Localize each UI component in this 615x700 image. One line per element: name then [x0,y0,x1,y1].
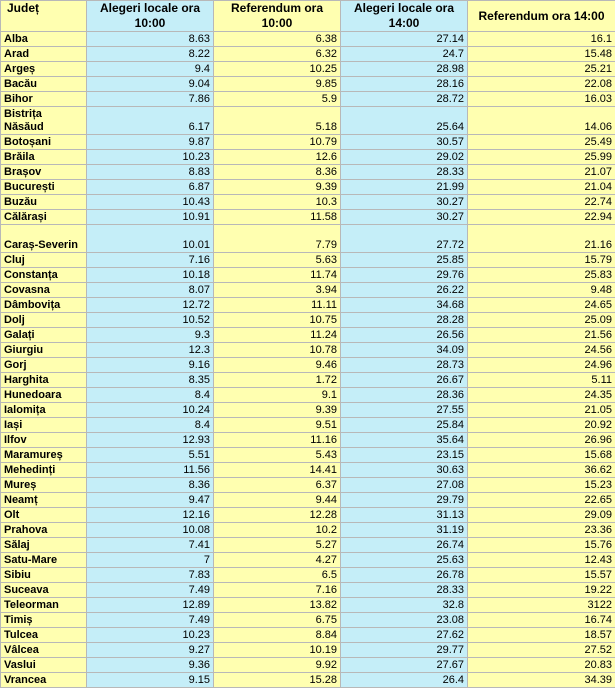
local-10-cell: 10.23 [87,150,214,165]
referendum-10-cell: 10.19 [214,643,341,658]
referendum-10-cell: 9.85 [214,77,341,92]
referendum-10-cell: 11.16 [214,433,341,448]
table-row [1,107,615,135]
referendum-10-cell: 11.11 [214,298,341,313]
referendum-14-cell: 16.1 [468,32,615,47]
referendum-14-cell: 25.49 [468,135,615,150]
referendum-14-cell: 24.35 [468,388,615,403]
local-10-cell: 6.17 [87,107,214,135]
referendum-14-cell: 27.52 [468,643,615,658]
table-row [1,673,615,688]
local-10-cell: 8.4 [87,418,214,433]
county-name-cell: Vâlcea [1,643,87,658]
local-10-cell: 9.27 [87,643,214,658]
local-10-cell: 10.52 [87,313,214,328]
referendum-14-cell: 25.83 [468,268,615,283]
table-row [1,343,615,358]
county-name-cell: Bihor [1,92,87,107]
local-10-cell: 12.3 [87,343,214,358]
local-14-cell: 26.4 [341,673,468,688]
referendum-10-cell: 12.28 [214,508,341,523]
table-row [1,493,615,508]
local-14-cell: 26.67 [341,373,468,388]
local-10-cell: 7.49 [87,583,214,598]
county-name-cell: Giurgiu [1,343,87,358]
referendum-14-cell: 22.08 [468,77,615,92]
referendum-10-cell: 12.6 [214,150,341,165]
table-row [1,448,615,463]
local-10-cell: 9.36 [87,658,214,673]
county-name-cell: Brăila [1,150,87,165]
local-10-cell: 7.49 [87,613,214,628]
referendum-10-cell: 11.58 [214,210,341,225]
local-14-cell: 29.76 [341,268,468,283]
county-name-cell: Neamț [1,493,87,508]
county-name-cell: Iași [1,418,87,433]
referendum-10-cell: 15.28 [214,673,341,688]
table-row [1,403,615,418]
local-14-cell: 31.19 [341,523,468,538]
local-10-cell: 8.63 [87,32,214,47]
county-name-cell: Sălaj [1,538,87,553]
table-row [1,658,615,673]
table-row [1,92,615,107]
table-row [1,418,615,433]
local-14-cell: 34.68 [341,298,468,313]
county-name-cell: Covasna [1,283,87,298]
county-name-cell: Sibiu [1,568,87,583]
table-row [1,568,615,583]
referendum-10-cell: 7.79 [214,225,341,253]
table-row [1,268,615,283]
referendum-10-cell: 8.36 [214,165,341,180]
local-10-cell: 8.36 [87,478,214,493]
header-local-10: Alegeri locale ora 10:00 [87,1,214,32]
referendum-10-cell: 5.9 [214,92,341,107]
county-name-cell: Constanța [1,268,87,283]
referendum-10-cell: 10.3 [214,195,341,210]
referendum-10-cell: 5.43 [214,448,341,463]
local-14-cell: 30.63 [341,463,468,478]
county-name-cell: Mureș [1,478,87,493]
local-14-cell: 29.02 [341,150,468,165]
local-14-cell: 21.99 [341,180,468,195]
referendum-14-cell: 15.76 [468,538,615,553]
referendum-10-cell: 14.41 [214,463,341,478]
county-name-cell: Ilfov [1,433,87,448]
local-14-cell: 27.14 [341,32,468,47]
local-14-cell: 34.09 [341,343,468,358]
referendum-14-cell: 5.11 [468,373,615,388]
local-10-cell: 12.89 [87,598,214,613]
referendum-14-cell: 16.03 [468,92,615,107]
table-row [1,210,615,225]
referendum-14-cell: 22.94 [468,210,615,225]
table-row [1,433,615,448]
referendum-10-cell: 8.84 [214,628,341,643]
referendum-14-cell: 15.23 [468,478,615,493]
header-row [1,1,615,32]
local-10-cell: 10.43 [87,195,214,210]
county-name-cell: Brașov [1,165,87,180]
table-row [1,388,615,403]
table-row [1,553,615,568]
table-row [1,180,615,195]
county-name-cell: Teleorman [1,598,87,613]
local-10-cell: 9.16 [87,358,214,373]
local-14-cell: 27.62 [341,628,468,643]
table-row [1,628,615,643]
header-county: Județ [1,1,87,32]
referendum-10-cell: 9.39 [214,403,341,418]
referendum-14-cell: 20.83 [468,658,615,673]
referendum-10-cell: 6.32 [214,47,341,62]
local-14-cell: 29.77 [341,643,468,658]
county-name-cell: București [1,180,87,195]
referendum-10-cell: 5.63 [214,253,341,268]
referendum-10-cell: 5.18 [214,107,341,135]
local-10-cell: 7.16 [87,253,214,268]
local-14-cell: 23.08 [341,613,468,628]
referendum-14-cell: 18.57 [468,628,615,643]
county-name-cell: Bacău [1,77,87,92]
table-row [1,283,615,298]
referendum-10-cell: 7.16 [214,583,341,598]
referendum-10-cell: 6.37 [214,478,341,493]
local-14-cell: 27.67 [341,658,468,673]
table-row [1,150,615,165]
local-14-cell: 27.08 [341,478,468,493]
local-10-cell: 12.72 [87,298,214,313]
county-name-cell: Caraș-Severin [1,225,87,253]
referendum-10-cell: 10.79 [214,135,341,150]
local-14-cell: 26.78 [341,568,468,583]
local-14-cell: 26.56 [341,328,468,343]
local-10-cell: 9.04 [87,77,214,92]
table-row [1,478,615,493]
county-name-cell: Olt [1,508,87,523]
referendum-10-cell: 6.38 [214,32,341,47]
local-10-cell: 9.47 [87,493,214,508]
local-14-cell: 25.64 [341,107,468,135]
referendum-10-cell: 13.82 [214,598,341,613]
referendum-10-cell: 4.27 [214,553,341,568]
local-14-cell: 30.27 [341,195,468,210]
county-name-cell: Satu-Mare [1,553,87,568]
referendum-10-cell: 10.75 [214,313,341,328]
referendum-10-cell: 6.75 [214,613,341,628]
local-14-cell: 28.16 [341,77,468,92]
referendum-10-cell: 10.2 [214,523,341,538]
local-10-cell: 8.83 [87,165,214,180]
referendum-14-cell: 25.21 [468,62,615,77]
local-14-cell: 26.74 [341,538,468,553]
header-referendum-10: Referendum ora 10:00 [214,1,341,32]
table-row [1,253,615,268]
table-row [1,32,615,47]
referendum-10-cell: 6.5 [214,568,341,583]
county-name-cell: Hunedoara [1,388,87,403]
local-14-cell: 28.33 [341,583,468,598]
county-name-cell: Mehedinți [1,463,87,478]
local-10-cell: 10.24 [87,403,214,418]
referendum-10-cell: 9.46 [214,358,341,373]
referendum-14-cell: 3122 [468,598,615,613]
referendum-10-cell: 10.78 [214,343,341,358]
local-14-cell: 28.28 [341,313,468,328]
table-row [1,225,615,253]
local-14-cell: 27.72 [341,225,468,253]
county-name-cell: Gorj [1,358,87,373]
referendum-14-cell: 14.06 [468,107,615,135]
table-row [1,643,615,658]
county-name-cell: Tulcea [1,628,87,643]
county-name-cell: Dâmbovița [1,298,87,313]
referendum-14-cell: 22.74 [468,195,615,210]
referendum-10-cell: 10.25 [214,62,341,77]
referendum-10-cell: 9.92 [214,658,341,673]
referendum-10-cell: 9.1 [214,388,341,403]
local-14-cell: 25.85 [341,253,468,268]
referendum-14-cell: 25.99 [468,150,615,165]
local-14-cell: 25.63 [341,553,468,568]
header-referendum-14: Referendum ora 14:00 [468,1,615,32]
county-name-cell: Alba [1,32,87,47]
referendum-10-cell: 9.44 [214,493,341,508]
referendum-14-cell: 24.96 [468,358,615,373]
referendum-14-cell: 15.68 [468,448,615,463]
referendum-14-cell: 19.22 [468,583,615,598]
table-row [1,77,615,92]
local-10-cell: 10.01 [87,225,214,253]
county-name-cell: Cluj [1,253,87,268]
local-10-cell: 10.08 [87,523,214,538]
local-14-cell: 31.13 [341,508,468,523]
referendum-10-cell: 11.74 [214,268,341,283]
county-name-cell: Prahova [1,523,87,538]
table-row [1,313,615,328]
referendum-14-cell: 15.57 [468,568,615,583]
referendum-10-cell: 11.24 [214,328,341,343]
local-14-cell: 30.57 [341,135,468,150]
local-14-cell: 28.73 [341,358,468,373]
local-10-cell: 6.87 [87,180,214,195]
county-name-cell: Suceava [1,583,87,598]
referendum-14-cell: 24.56 [468,343,615,358]
local-10-cell: 7.83 [87,568,214,583]
table-row [1,62,615,77]
table-row [1,135,615,150]
local-10-cell: 10.91 [87,210,214,225]
referendum-14-cell: 15.79 [468,253,615,268]
county-name-cell: Argeș [1,62,87,77]
referendum-14-cell: 15.48 [468,47,615,62]
local-14-cell: 26.22 [341,283,468,298]
table-row [1,508,615,523]
referendum-14-cell: 21.56 [468,328,615,343]
county-name-cell: Buzău [1,195,87,210]
table-row [1,195,615,210]
local-10-cell: 7.41 [87,538,214,553]
local-10-cell: 12.16 [87,508,214,523]
referendum-14-cell: 16.74 [468,613,615,628]
referendum-14-cell: 22.65 [468,493,615,508]
referendum-14-cell: 25.09 [468,313,615,328]
table-row [1,463,615,478]
referendum-14-cell: 26.96 [468,433,615,448]
local-10-cell: 10.23 [87,628,214,643]
local-14-cell: 28.36 [341,388,468,403]
local-14-cell: 29.79 [341,493,468,508]
local-10-cell: 7 [87,553,214,568]
table-row [1,598,615,613]
referendum-14-cell: 24.65 [468,298,615,313]
table-row [1,523,615,538]
county-name-cell: Arad [1,47,87,62]
table-row [1,165,615,180]
county-name-cell: Harghita [1,373,87,388]
table-row [1,358,615,373]
referendum-14-cell: 36.62 [468,463,615,478]
referendum-14-cell: 34.39 [468,673,615,688]
county-name-cell: Bistrița Năsăud [1,107,87,135]
local-14-cell: 24.7 [341,47,468,62]
county-name-cell: Dolj [1,313,87,328]
referendum-14-cell: 9.48 [468,283,615,298]
referendum-10-cell: 9.39 [214,180,341,195]
header-local-14: Alegeri locale ora 14:00 [341,1,468,32]
local-10-cell: 8.22 [87,47,214,62]
county-name-cell: Botoșani [1,135,87,150]
referendum-14-cell: 20.92 [468,418,615,433]
referendum-14-cell: 12.43 [468,553,615,568]
county-name-cell: Vaslui [1,658,87,673]
referendum-10-cell: 9.51 [214,418,341,433]
local-14-cell: 28.33 [341,165,468,180]
county-name-cell: Călărași [1,210,87,225]
county-name-cell: Maramureș [1,448,87,463]
local-10-cell: 8.4 [87,388,214,403]
county-name-cell: Ialomița [1,403,87,418]
county-name-cell: Vrancea [1,673,87,688]
local-10-cell: 10.18 [87,268,214,283]
referendum-10-cell: 1.72 [214,373,341,388]
county-name-cell: Galați [1,328,87,343]
county-name-cell: Timiș [1,613,87,628]
table-row [1,328,615,343]
local-14-cell: 32.8 [341,598,468,613]
table-row [1,583,615,598]
local-14-cell: 27.55 [341,403,468,418]
referendum-10-cell: 3.94 [214,283,341,298]
referendum-14-cell: 21.05 [468,403,615,418]
local-10-cell: 11.56 [87,463,214,478]
local-14-cell: 28.72 [341,92,468,107]
local-10-cell: 8.35 [87,373,214,388]
referendum-10-cell: 5.27 [214,538,341,553]
referendum-14-cell: 21.04 [468,180,615,195]
referendum-14-cell: 29.09 [468,508,615,523]
local-10-cell: 9.4 [87,62,214,77]
table-row [1,613,615,628]
local-14-cell: 25.84 [341,418,468,433]
table-row [1,47,615,62]
local-10-cell: 12.93 [87,433,214,448]
local-14-cell: 30.27 [341,210,468,225]
local-14-cell: 28.98 [341,62,468,77]
local-14-cell: 23.15 [341,448,468,463]
referendum-14-cell: 21.16 [468,225,615,253]
table-row [1,298,615,313]
referendum-14-cell: 21.07 [468,165,615,180]
local-14-cell: 35.64 [341,433,468,448]
local-10-cell: 5.51 [87,448,214,463]
table-row [1,538,615,553]
local-10-cell: 7.86 [87,92,214,107]
referendum-14-cell: 23.36 [468,523,615,538]
local-10-cell: 9.87 [87,135,214,150]
local-10-cell: 8.07 [87,283,214,298]
table-row [1,373,615,388]
local-10-cell: 9.3 [87,328,214,343]
local-10-cell: 9.15 [87,673,214,688]
